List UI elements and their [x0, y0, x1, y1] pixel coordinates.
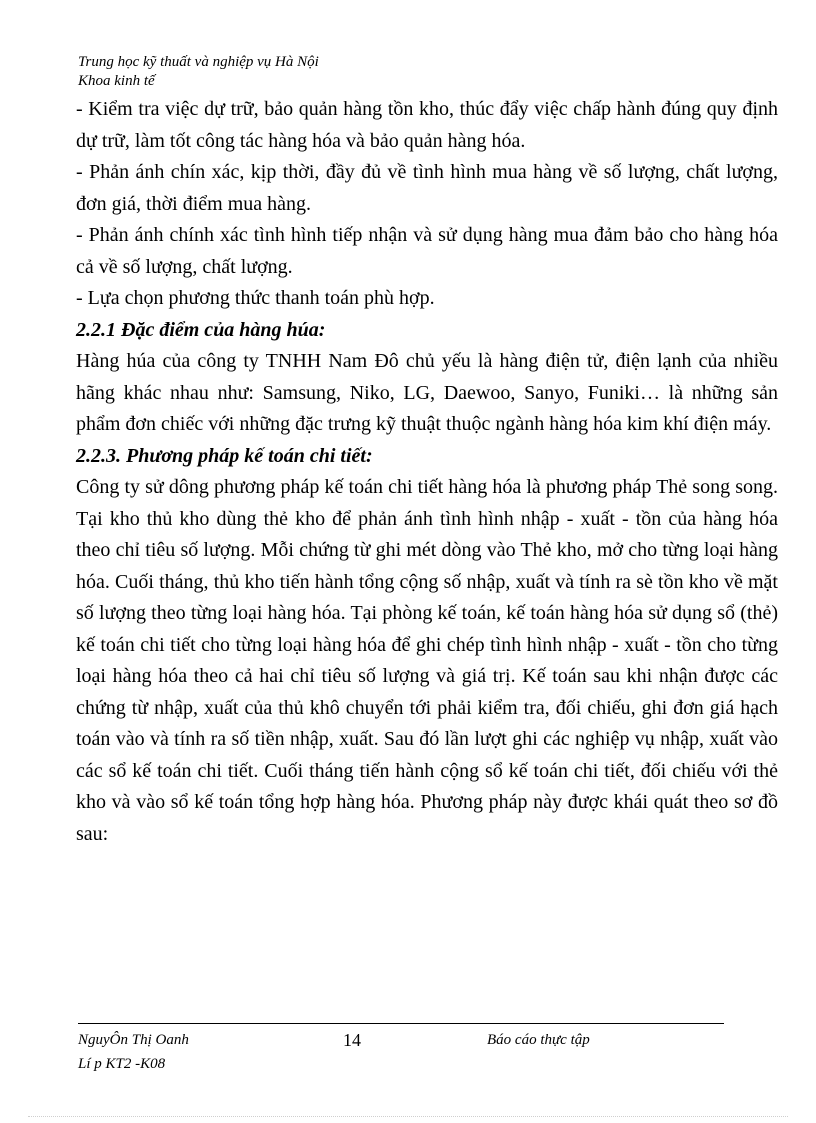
footer-report-title: Báo cáo thực tập	[487, 1032, 590, 1048]
section-paragraph-2-2-1: Hàng húa của công ty TNHH Nam Đô chủ yếu là hàng điện tử, điện lạnh của nhiều hãng khác nhau như: Samsung, Niko, LG, Daewoo, Sanyo, Funiki… là những sản phẩm đơn chiếc với những đặc trưng kỹ thuật thuộc ngành hàng hóa kim khí điện máy.	[76, 350, 778, 435]
bullet-item: - Kiểm tra việc dự trữ, bảo quản hàng tồn kho, thúc đẩy việc chấp hành đúng quy định dự trữ, làm tốt công tác hàng hóa và bảo quản hàng hóa.	[76, 98, 778, 152]
bullet-item: - Phản ánh chín xác, kịp thời, đầy đủ về tình hình mua hàng về số lượng, chất lượng, đơn giá, thời điểm mua hàng.	[76, 161, 778, 215]
page-header	[78, 52, 319, 90]
section-heading-2-2-3: 2.2.3. Phương pháp kế toán chi tiết:	[76, 444, 373, 467]
section-heading-2-2-1: 2.2.1 Đặc điểm của hàng húa:	[76, 318, 326, 341]
header-school: Trung học kỹ thuất và nghiệp vụ Hà Nội	[78, 54, 319, 70]
page-bottom-edge	[28, 1116, 788, 1117]
section-paragraph-2-2-3: Công ty sử dông phương pháp kế toán chi tiết hàng hóa là phương pháp Thẻ song song. Tại kho thủ kho dùng thẻ kho để phản ánh tình hình nhập - xuất - tồn của hàng hóa theo chỉ tiêu số lượng. Mỗi chứng từ ghi mét dòng vào Thẻ kho, mở cho từng loại hàng hóa. Cuối tháng, thủ kho tiến hành tổng cộng số nhập, xuất và tính ra sè tồn kho về mặt số lượng theo từng loại hàng hóa. Tại phòng kế toán, kế toán hàng hóa sử dụng sổ (thẻ) kế toán chi tiết cho từng loại hàng hóa để ghi chép tình hình nhập - xuất - tồn cho từng loại hàng hóa theo cả hai chỉ tiêu số lượng và giá trị. Kế toán sau khi nhận được các chứng từ nhập, xuất của thủ khô chuyển tới phải kiểm tra, đối chiếu, ghi đơn giá hạch toán vào và tính ra số tiền nhập, xuất. Sau đó lần lượt ghi các nghiệp vụ nhập, xuất vào các sổ kế toán chi tiết. Cuối tháng tiến hành cộng sổ kế toán chi tiết, đối chiếu với thẻ kho và vào sổ kế toán tổng hợp hàng hóa. Phương pháp này được khái quát theo sơ đồ sau:	[76, 476, 778, 845]
footer-class: Lí p KT2 -K08	[78, 1056, 166, 1072]
document-body	[76, 94, 778, 850]
footer-divider	[78, 1023, 724, 1024]
bullet-item: - Lựa chọn phương thức thanh toán phù hợp.	[76, 287, 435, 309]
page-number: 14	[343, 1030, 361, 1050]
footer-author: NguyÔn Thị Oanh	[78, 1032, 189, 1048]
bullet-item: - Phản ánh chính xác tình hình tiếp nhận và sử dụng hàng mua đảm bảo cho hàng hóa cả về số lượng, chất lượng.	[76, 224, 778, 278]
header-faculty: Khoa kinh tế	[78, 73, 155, 89]
